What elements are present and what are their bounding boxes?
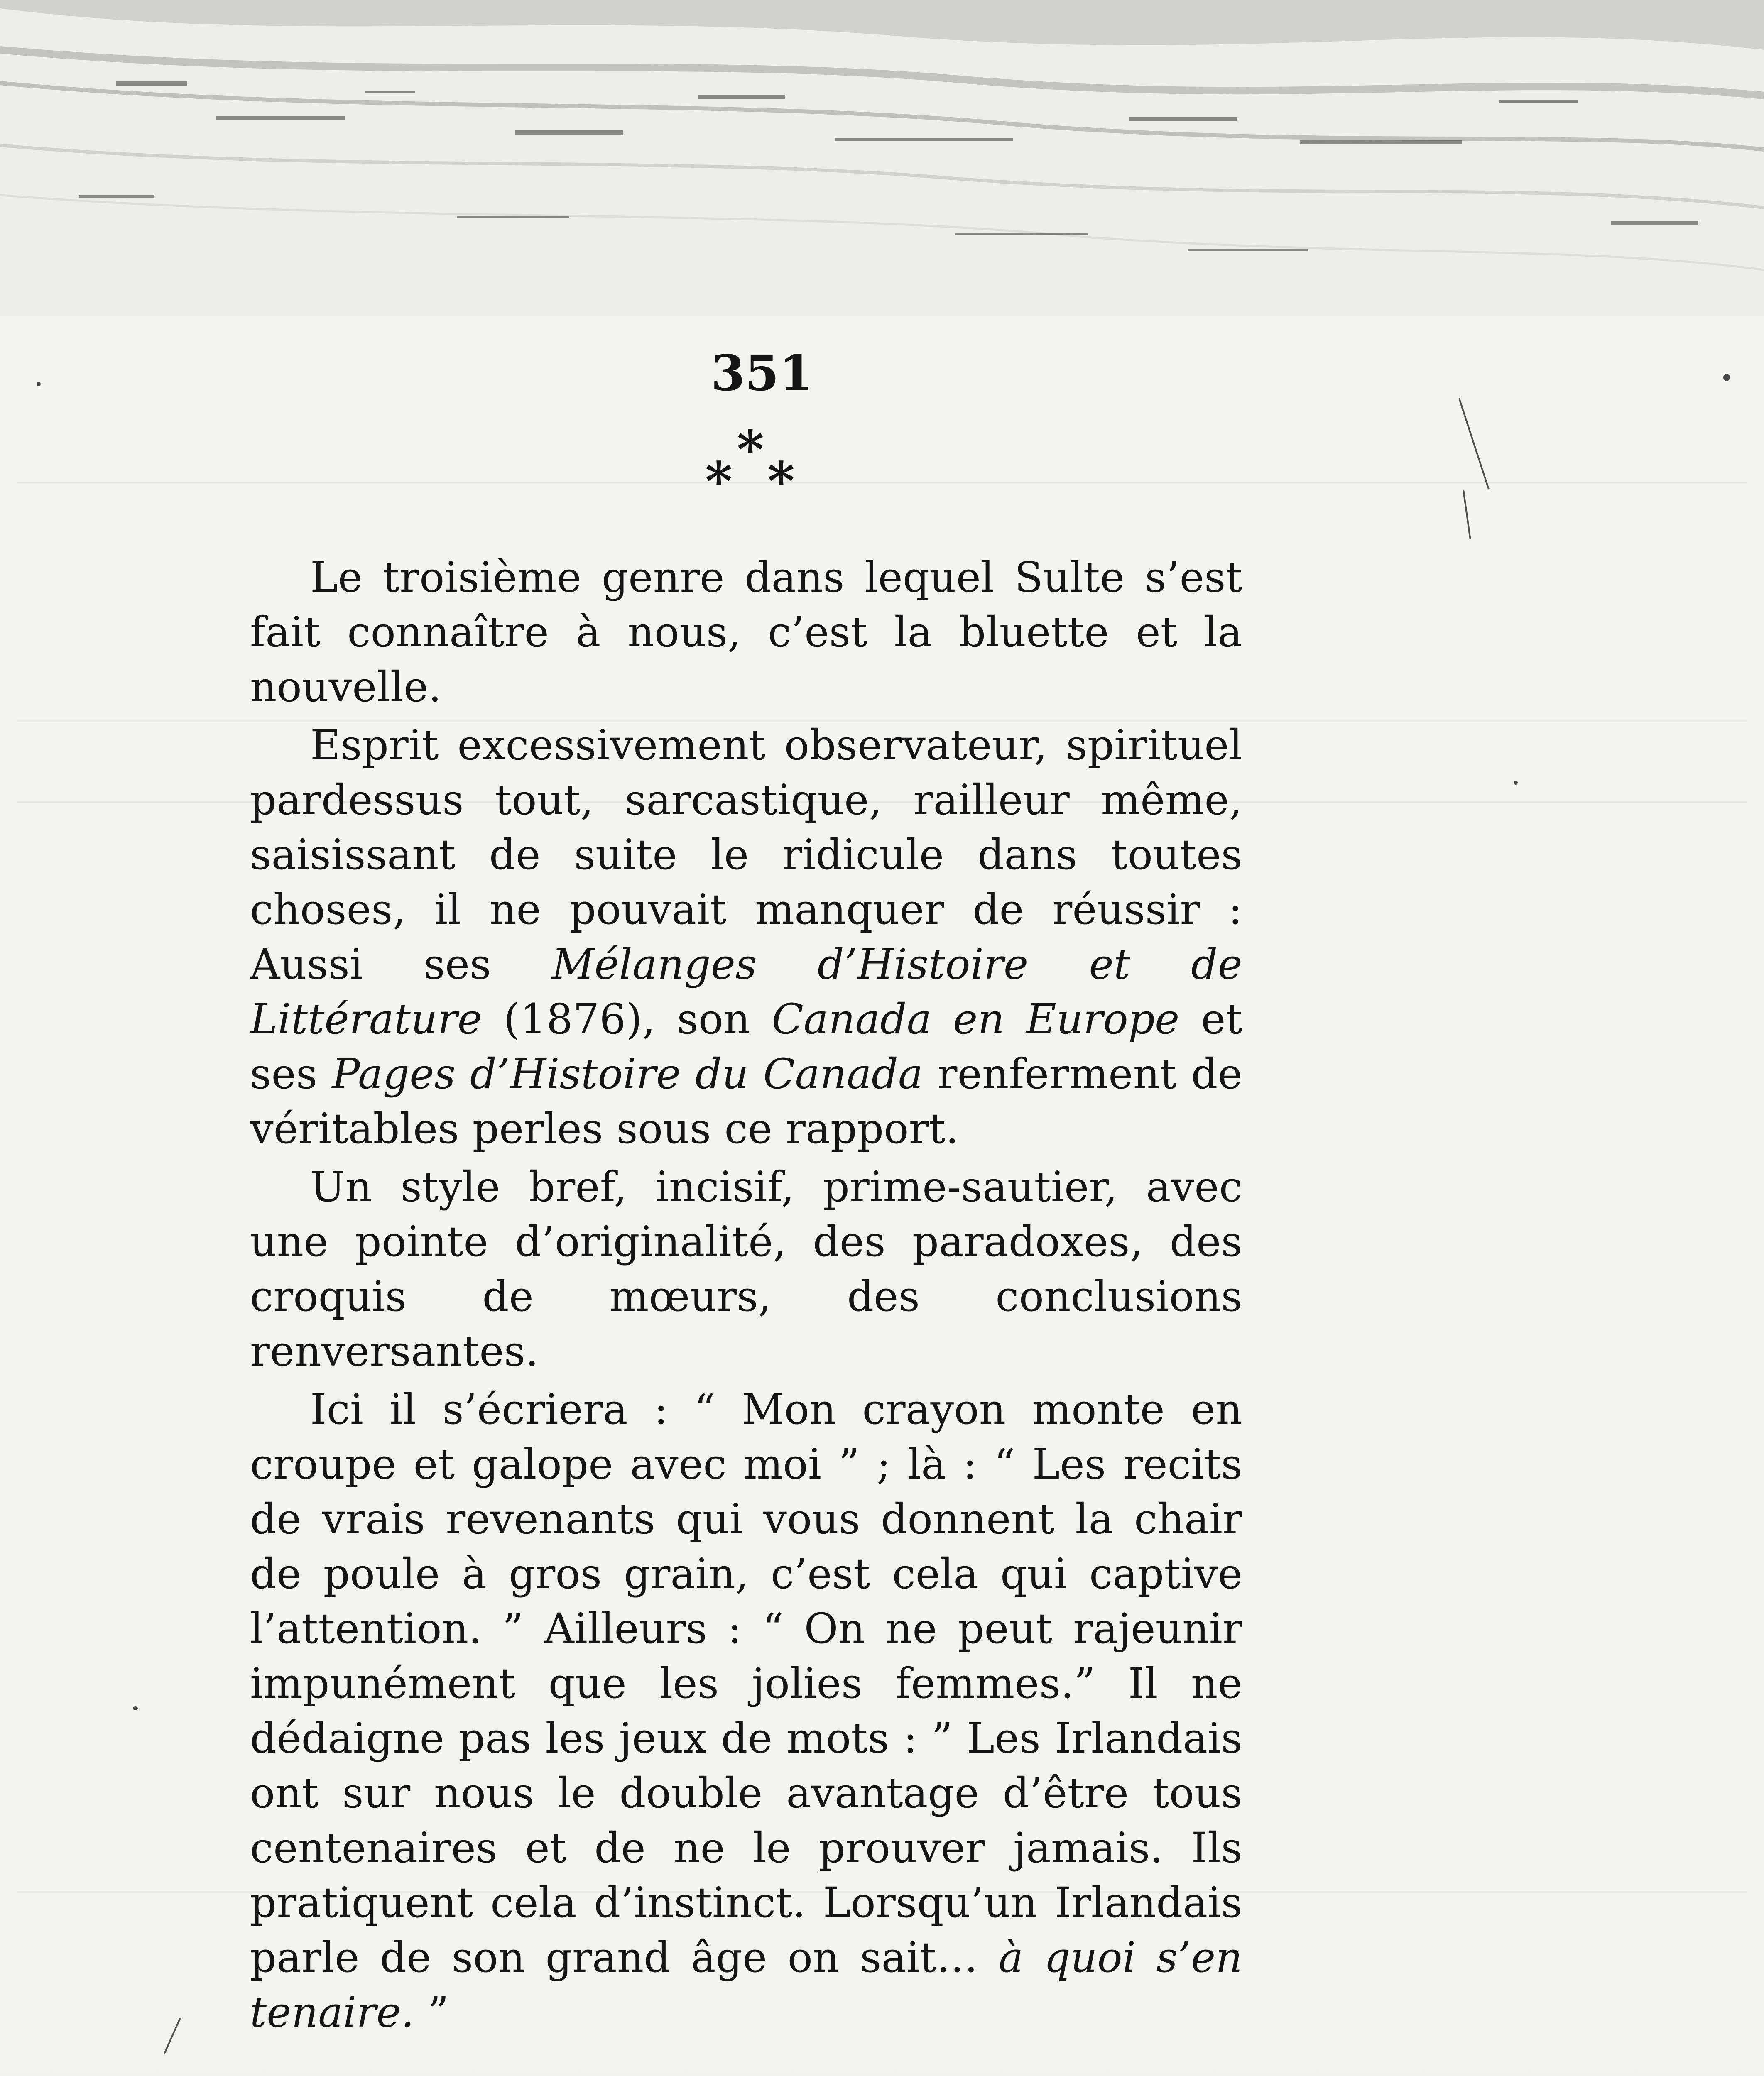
text-run: ” xyxy=(427,1988,449,2037)
asterism-star: * xyxy=(737,419,764,480)
text-run: renferment de véritables perles sous ce rapport. xyxy=(250,1050,1243,1153)
scratch-mark xyxy=(1458,398,1490,490)
text-run: Ici il s’écriera : “ Mon crayon monte en croupe et galope avec moi ” ; là : “ Les recits de vrais revenants qui vous donnent la chair de poule à gros grain, c’est cela qui captive l’attention. ” Ailleurs : “ On ne peut rajeunir impunément que les jolies femmes.” Il ne dédaigne pas les jeux de mots : ” Les Irlandais ont sur nous le double avantage d’être tous centenaires et de ne le prouver jamais. Ils pratiquent cela d’instinct. Lorsqu’un Irlandais parle de son grand âge on sait… xyxy=(250,1385,1242,1982)
text-run: Un style bref, incisif, prime-sautier, avec une pointe d’originalité, des paradoxes, des croquis de mœurs, des conclusions renversantes. xyxy=(250,1163,1242,1376)
ink-speck xyxy=(1723,374,1730,381)
asterism-ornament xyxy=(698,419,806,512)
text-run: Le troisième genre dans lequel Sulte s’est fait connaître à nous, c’est la bluette et la nouvelle. xyxy=(250,553,1242,711)
paragraph xyxy=(250,718,1242,1156)
body-text xyxy=(250,550,1242,2043)
ink-speck xyxy=(133,1706,138,1710)
text-run: et ses xyxy=(250,995,1242,1098)
italic-title: Canada en Europe xyxy=(772,995,1180,1043)
italic-title: Pages d’Histoire du Canada xyxy=(332,1050,923,1098)
asterism-star: * xyxy=(767,450,795,512)
text-run: Esprit excessivement observateur, spirituel pardessus tout, sarcastique, railleur même, saisissant de suite le ridicule dans toutes choses, il ne pouvait manquer de réussir : Aussi ses xyxy=(250,721,1242,989)
paragraph xyxy=(250,1160,1242,1379)
paragraph xyxy=(250,1382,1242,2040)
torn-top-edge xyxy=(0,0,1764,316)
page-number: 351 xyxy=(711,344,813,402)
italic-title: Mélanges d’Histoire et de Littérature xyxy=(250,940,1242,1043)
asterism-star: * xyxy=(705,450,733,512)
italic-phrase: à quoi s’en tenaire. xyxy=(250,1933,1242,2037)
text-run: (1876), son xyxy=(503,995,772,1043)
scratch-mark xyxy=(1463,490,1471,539)
ink-speck xyxy=(37,382,41,386)
ink-speck xyxy=(1514,781,1518,785)
paragraph xyxy=(250,550,1242,715)
scratch-mark xyxy=(163,2018,181,2054)
ruled-line xyxy=(17,482,1747,483)
